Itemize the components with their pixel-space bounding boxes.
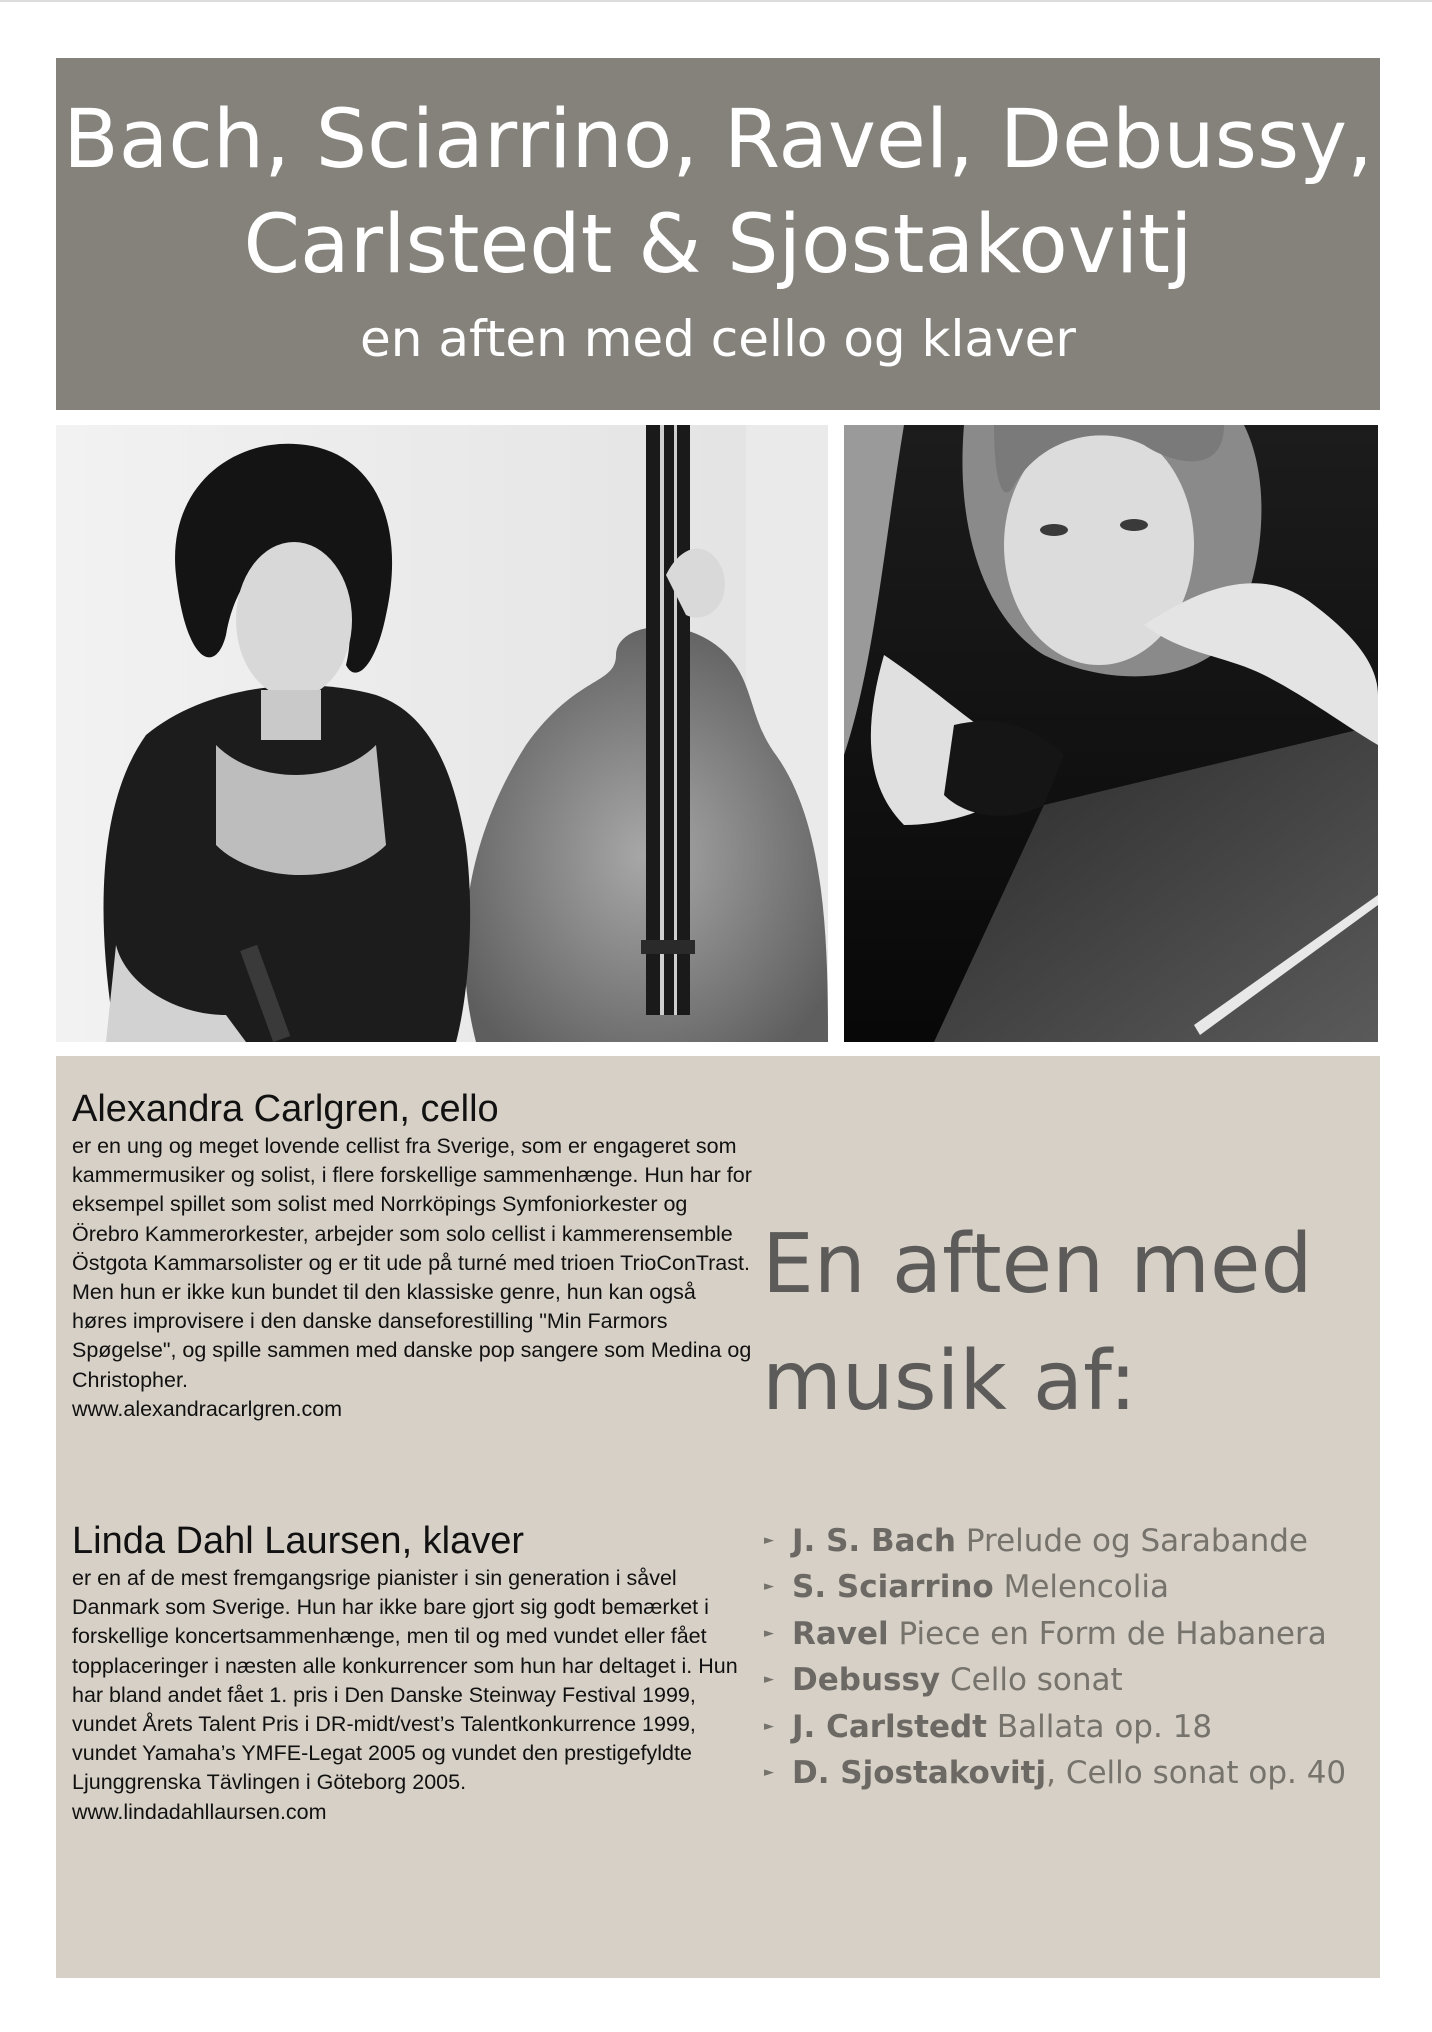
bio-text: er en ung og meget lovende cellist fra Sverige, som er engageret som kammermusiker og solist, i flere forskellige sammenhænge. Hun har for eksempel spillet som solist med Norrköpings Symfoniorkester og Örebro Kammerorkester, arbejder som solo cellist i kammerensemble Östgota Kammarsolister og er tit ude på turné med trioen TrioConTrast. Men hun er ikke kun bundet til den klassiske genre, hun kan også høres improvisere i den danske danseforestilling "Min Farmors Spøgelse", og spille sammen med danske pop sangere som Medina og Christopher. <box>72 1134 752 1392</box>
program-item: ► S. Sciarrino Melencolia <box>762 1564 1346 1610</box>
bio-linda <box>72 1518 752 1827</box>
bullet-icon: ► <box>764 1765 774 1781</box>
subtitle: en aften med cello og klaver <box>360 310 1076 368</box>
bio-name: Alexandra Carlgren, cello <box>72 1088 499 1130</box>
title-banner <box>56 58 1380 410</box>
bio-name: Linda Dahl Laursen, klaver <box>72 1520 525 1562</box>
title-line-1: Bach, Sciarrino, Ravel, Debussy, <box>63 93 1373 187</box>
info-panel <box>56 1056 1380 1978</box>
program-item: ► Debussy Cello sonat <box>762 1657 1346 1703</box>
cellist-photo <box>56 425 828 1042</box>
program-headline <box>762 1206 1362 1440</box>
program-item: ► J. Carlstedt Ballata op. 18 <box>762 1704 1346 1750</box>
title-line-2: Carlstedt & Sjostakovitj <box>243 198 1193 292</box>
bullet-icon: ► <box>764 1579 774 1595</box>
bio-alexandra <box>72 1086 752 1424</box>
program-item: ► J. S. Bach Prelude og Sarabande <box>762 1518 1346 1564</box>
program-item: ► D. Sjostakovitj, Cello sonat op. 40 <box>762 1750 1346 1796</box>
bullet-icon: ► <box>764 1625 774 1641</box>
bullet-icon: ► <box>764 1718 774 1734</box>
program-item: ► Ravel Piece en Form de Habanera <box>762 1611 1346 1657</box>
pianist-photo <box>844 425 1378 1042</box>
bio-text: er en af de mest fremgangsrige pianister i sin generation i såvel Danmark som Sverige. Hun har ikke bare gjort sig godt bemærket i forskellige koncertsammenhænge, men til og med vundet eller fået topplaceringer i næsten alle konkurrencer som hun har deltaget i. Hun har bland andet fået 1. pris i Den Danske Steinway Festival 1999, vundet Årets Talent Pris i DR-midt/vest’s Talentkonkurrence 1999, vundet Yamaha’s YMFE-Legat 2005 og vundet den prestigefyldte Ljunggrenska Tävlingen i Göteborg 2005. <box>72 1566 738 1795</box>
bullet-icon: ► <box>764 1533 774 1548</box>
bullet-icon: ► <box>764 1672 774 1688</box>
top-border <box>0 0 1432 2</box>
program-list <box>762 1518 1346 1796</box>
bio-url[interactable]: www.alexandracarlgren.com <box>72 1396 343 1421</box>
bio-url[interactable]: www.lindadahllaursen.com <box>72 1799 327 1824</box>
headline-line-1: En aften med <box>762 1217 1313 1312</box>
headline-line-2: musik af: <box>762 1334 1137 1429</box>
